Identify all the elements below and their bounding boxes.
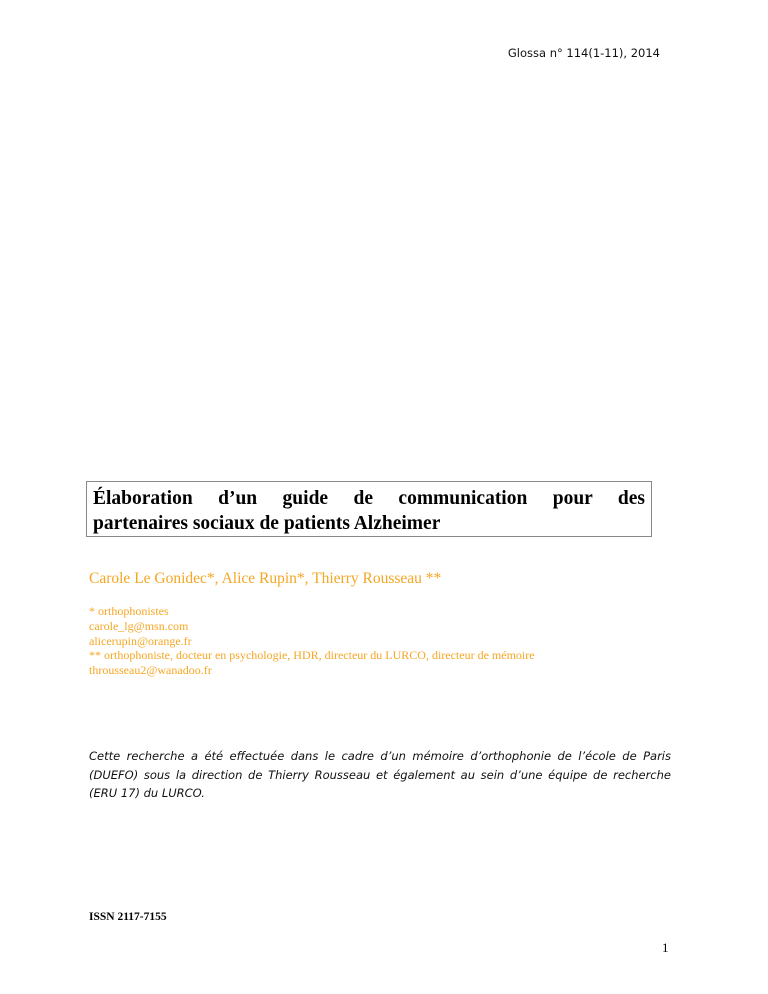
email-alice[interactable]: alicerupin@orange.fr xyxy=(89,633,192,648)
affiliations xyxy=(89,604,535,678)
affiliation-orthophonistes: * orthophonistes xyxy=(89,604,169,618)
email-thierry[interactable]: throusseau2@wanadoo.fr xyxy=(89,663,212,678)
issn: ISSN 2117-7155 xyxy=(89,911,167,923)
page-number: 1 xyxy=(662,940,669,955)
affiliation-rousseau: ** orthophoniste, docteur en psychologie, HDR, directeur du LURCO, directeur de mémoire xyxy=(89,648,535,663)
author-list: Carole Le Gonidec*, Alice Rupin*, Thierry Rousseau ** xyxy=(89,570,442,587)
journal-citation: Glossa n° 114(1-11), 2014 xyxy=(507,46,660,60)
research-note: Cette recherche a été effectuée dans le cadre d’un mémoire d’orthophonie de l’école de Paris (DUEFO) sous la direction de Thierry Rousseau et également au sein d’une équipe de recherche (ERU 17) du LURCO. xyxy=(89,749,671,800)
article-title-box xyxy=(86,481,652,537)
article-title-line-1: Élaboration d’un guide de communication pour des xyxy=(93,488,645,509)
article-title-line-2: partenaires sociaux de patients Alzheimer xyxy=(93,513,441,534)
email-carole[interactable]: carole_lg@msn.com xyxy=(89,618,189,633)
